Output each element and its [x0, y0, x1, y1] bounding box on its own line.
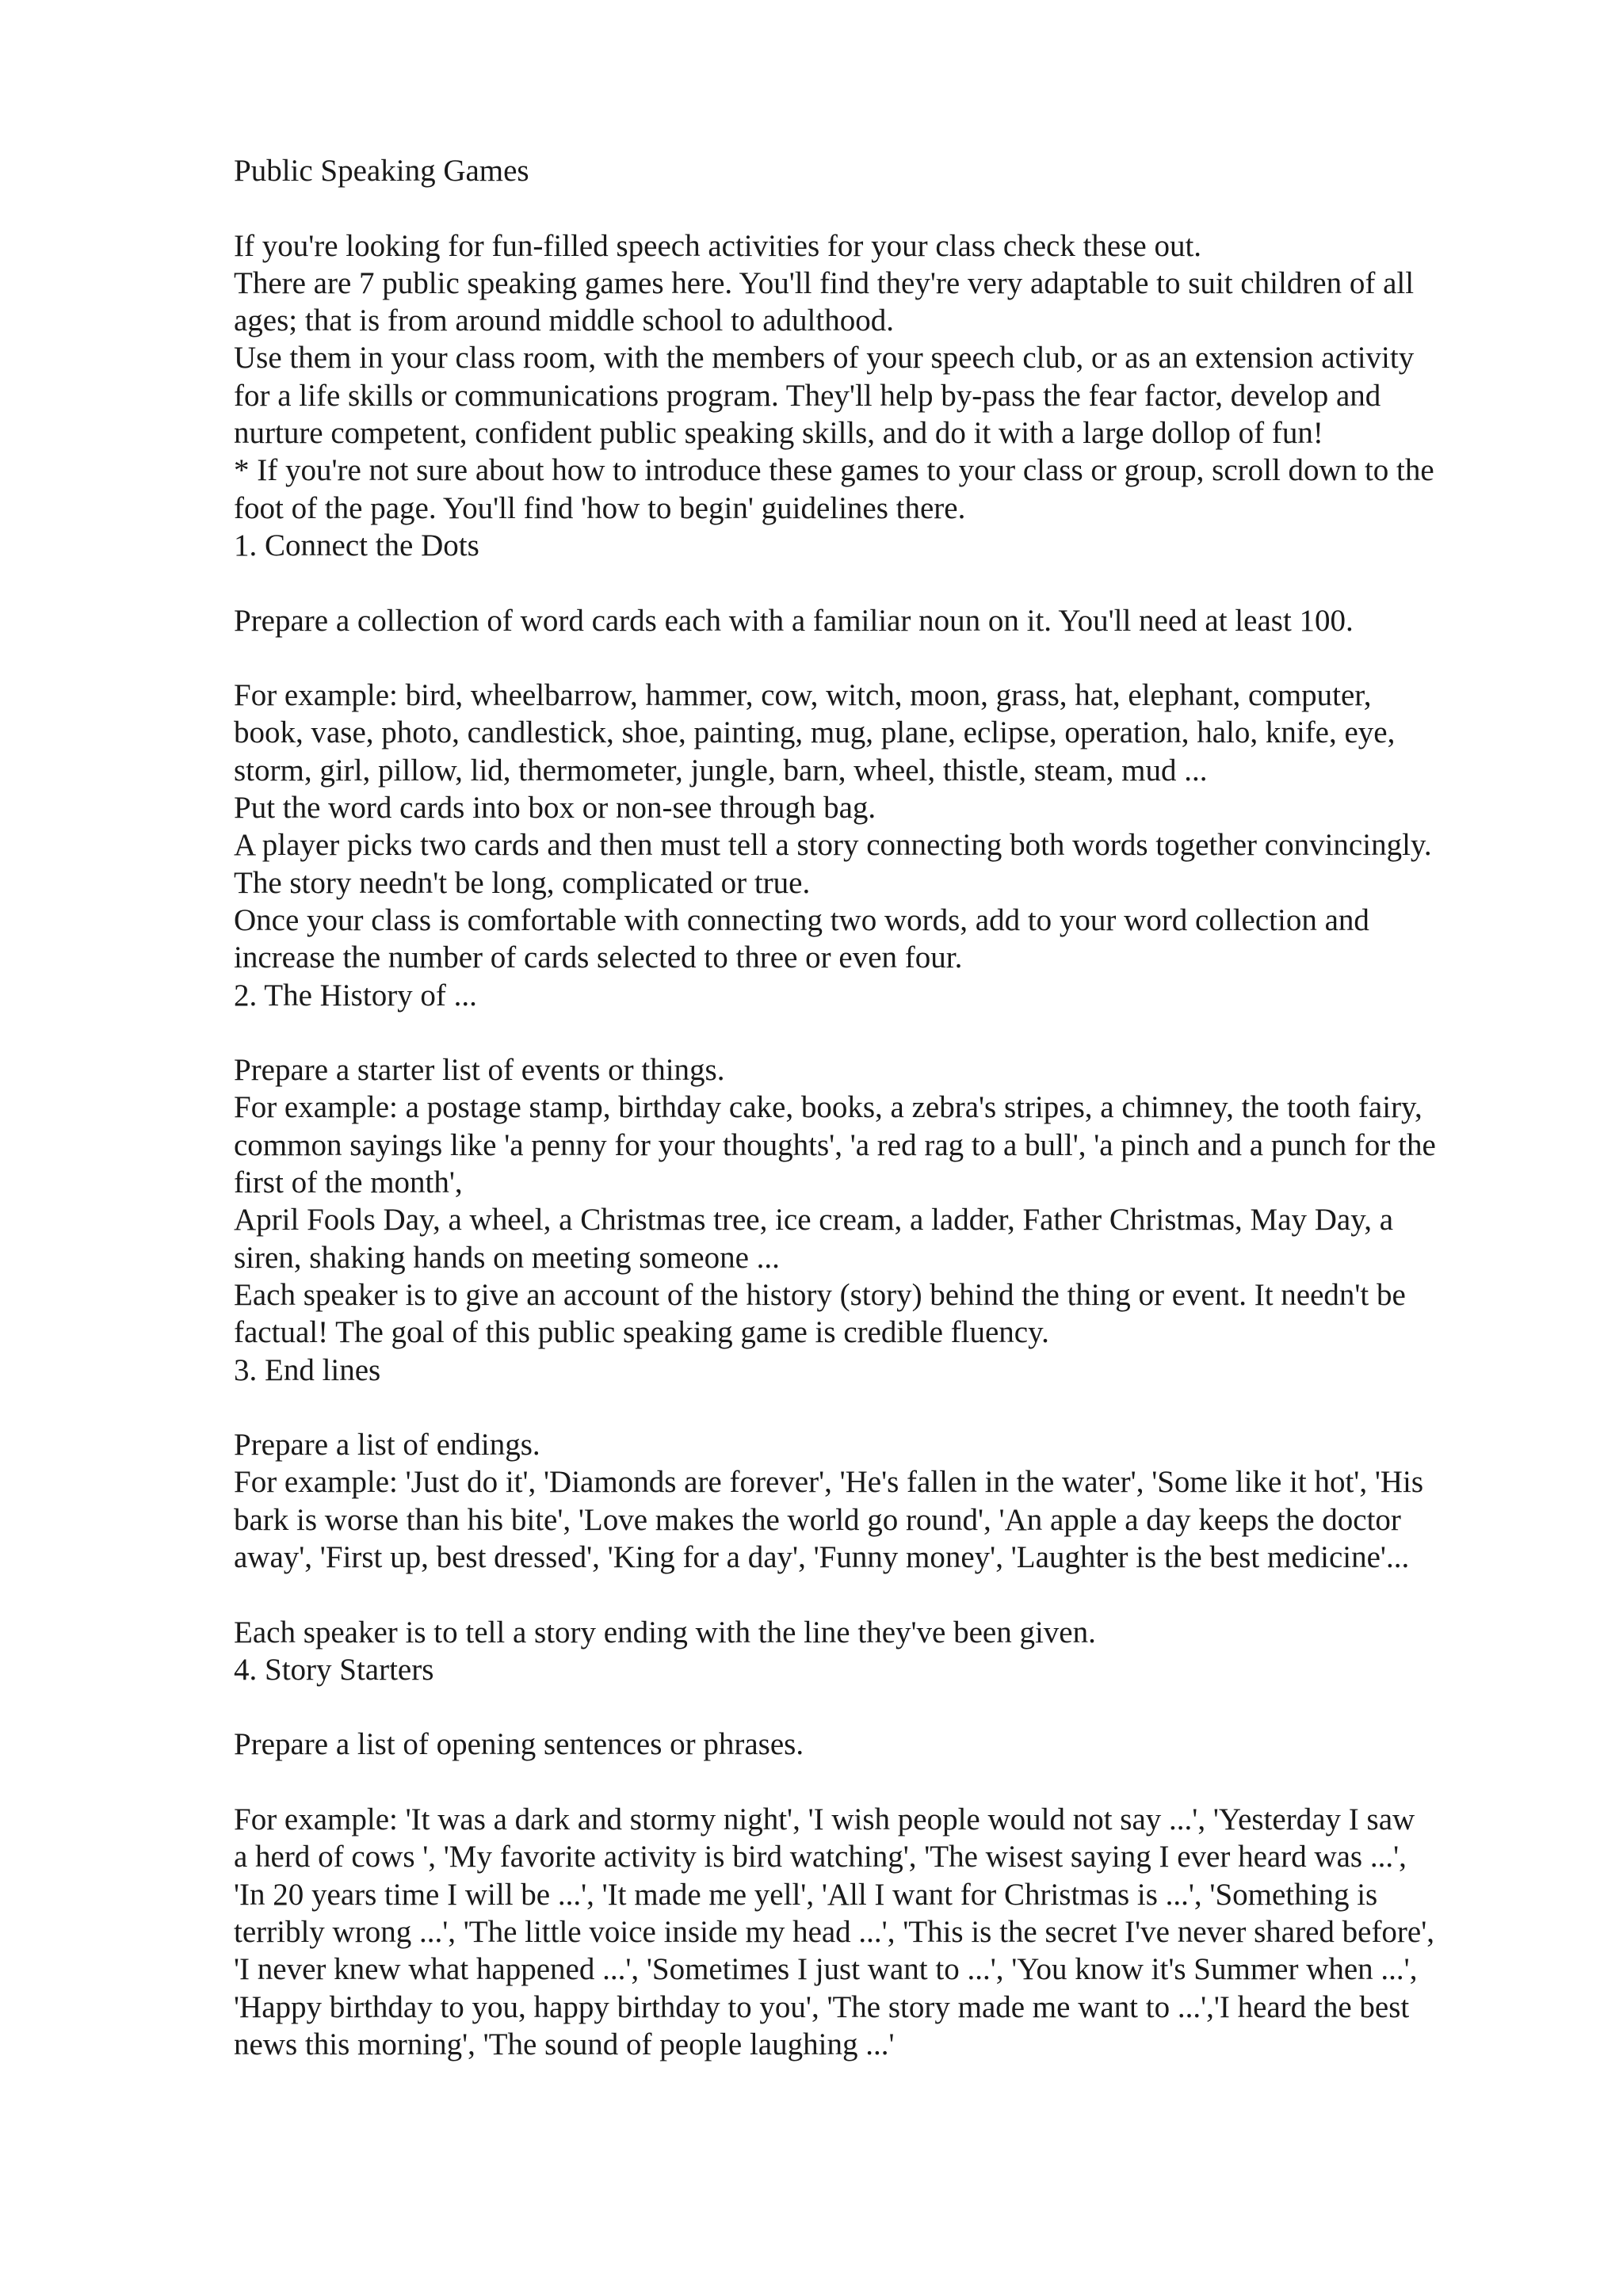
game-3-text: For example: 'Just do it', 'Diamonds are forever', 'He's fallen in the water', 'Some like it hot', 'His: [234, 1465, 1424, 1500]
intro-line: Use them in your class room, with the members of your speech club, or as an extension activity: [234, 341, 1415, 376]
spacer: [234, 564, 1533, 601]
game-1-text: Put the word cards into box or non-see through bag.: [234, 791, 876, 826]
game-2-text: common sayings like 'a penny for your thoughts', 'a red rag to a bull', 'a pinch and a punch for the: [234, 1127, 1436, 1162]
game-1-text: The story needn't be long, complicated or true.: [234, 865, 811, 900]
game-4-text: 'I never knew what happened ...', 'Sometimes I just want to ...', 'You know it's Summer when ...',: [234, 1952, 1418, 1987]
intro-line: There are 7 public speaking games here. You'll find they're very adaptable to suit children of all: [234, 265, 1415, 300]
document-title: Public Speaking Games: [234, 154, 529, 188]
document-page: [234, 152, 1533, 2063]
spacer: [234, 1764, 1533, 1801]
game-2-text: For example: a postage stamp, birthday cake, books, a zebra's stripes, a chimney, the tooth fairy,: [234, 1090, 1423, 1125]
game-2-text: first of the month',: [234, 1165, 463, 1200]
game-1-text: A player picks two cards and then must tell a story connecting both words together convincingly.: [234, 828, 1432, 863]
game-4-text: 'Happy birthday to you, happy birthday to you', 'The story made me want to ...','I heard the best: [234, 1989, 1410, 2024]
game-2-text: factual! The goal of this public speaking game is credible fluency.: [234, 1315, 1049, 1350]
game-1-text: increase the number of cards selected to three or even four.: [234, 940, 963, 975]
game-1-text: For example: bird, wheelbarrow, hammer, cow, witch, moon, grass, hat, elephant, computer,: [234, 678, 1372, 713]
game-1-text: storm, girl, pillow, lid, thermometer, jungle, barn, wheel, thistle, steam, mud ...: [234, 753, 1208, 788]
game-4-text: a herd of cows ', 'My favorite activity is bird watching', 'The wisest saying I ever heard was ...',: [234, 1840, 1407, 1875]
spacer: [234, 1576, 1533, 1613]
game-3-text: bark is worse than his bite', 'Love makes the world go round', 'An apple a day keeps the doctor: [234, 1502, 1401, 1537]
game-2-heading: 2. The History of ...: [234, 978, 477, 1013]
intro-line: * If you're not sure about how to introduce these games to your class or group, scroll down to the: [234, 453, 1434, 488]
game-2-text: siren, shaking hands on meeting someone ...: [234, 1240, 780, 1275]
game-1-heading: 1. Connect the Dots: [234, 528, 479, 563]
game-1-text: book, vase, photo, candlestick, shoe, painting, mug, plane, eclipse, operation, halo, knife, eye,: [234, 715, 1396, 750]
game-4-text: 'In 20 years time I will be ...', 'It made me yell', 'All I want for Christmas is ...', 'Something is: [234, 1877, 1378, 1912]
spacer: [234, 639, 1533, 677]
game-3-text: away', 'First up, best dressed', 'King for a day', 'Funny money', 'Laughter is the best medicine'...: [234, 1539, 1410, 1574]
spacer: [234, 189, 1533, 227]
intro-line: ages; that is from around middle school to adulthood.: [234, 303, 894, 338]
game-2-text: Prepare a starter list of events or things.: [234, 1053, 725, 1088]
game-3-text: Prepare a list of endings.: [234, 1428, 540, 1463]
intro-line: nurture competent, confident public speaking skills, and do it with a large dollop of fun!: [234, 416, 1323, 451]
intro-line: for a life skills or communications program. They'll help by-pass the fear factor, develop and: [234, 378, 1381, 413]
game-4-text: terribly wrong ...', 'The little voice inside my head ...', 'This is the secret I've never shared before',: [234, 1914, 1435, 1949]
intro-line: If you're looking for fun-filled speech activities for your class check these out.: [234, 228, 1202, 263]
game-1-text: Prepare a collection of word cards each with a familiar noun on it. You'll need at least 100.: [234, 603, 1354, 638]
game-4-text: For example: 'It was a dark and stormy night', 'I wish people would not say ...', 'Yesterday I saw: [234, 1802, 1415, 1837]
game-3-text: Each speaker is to tell a story ending with the line they've been given.: [234, 1615, 1096, 1650]
spacer: [234, 1389, 1533, 1426]
game-4-heading: 4. Story Starters: [234, 1652, 434, 1687]
spacer: [234, 1688, 1533, 1726]
intro-line: foot of the page. You'll find 'how to begin' guidelines there.: [234, 490, 966, 525]
game-4-text: news this morning', 'The sound of people laughing ...': [234, 2027, 895, 2061]
game-3-heading: 3. End lines: [234, 1352, 381, 1387]
game-4-text: Prepare a list of opening sentences or phrases.: [234, 1727, 804, 1762]
game-2-text: April Fools Day, a wheel, a Christmas tree, ice cream, a ladder, Father Christmas, May Day, a: [234, 1203, 1394, 1238]
spacer: [234, 1014, 1533, 1051]
game-2-text: Each speaker is to give an account of the history (story) behind the thing or event. It needn't be: [234, 1277, 1406, 1312]
game-1-text: Once your class is comfortable with connecting two words, add to your word collection and: [234, 902, 1369, 937]
